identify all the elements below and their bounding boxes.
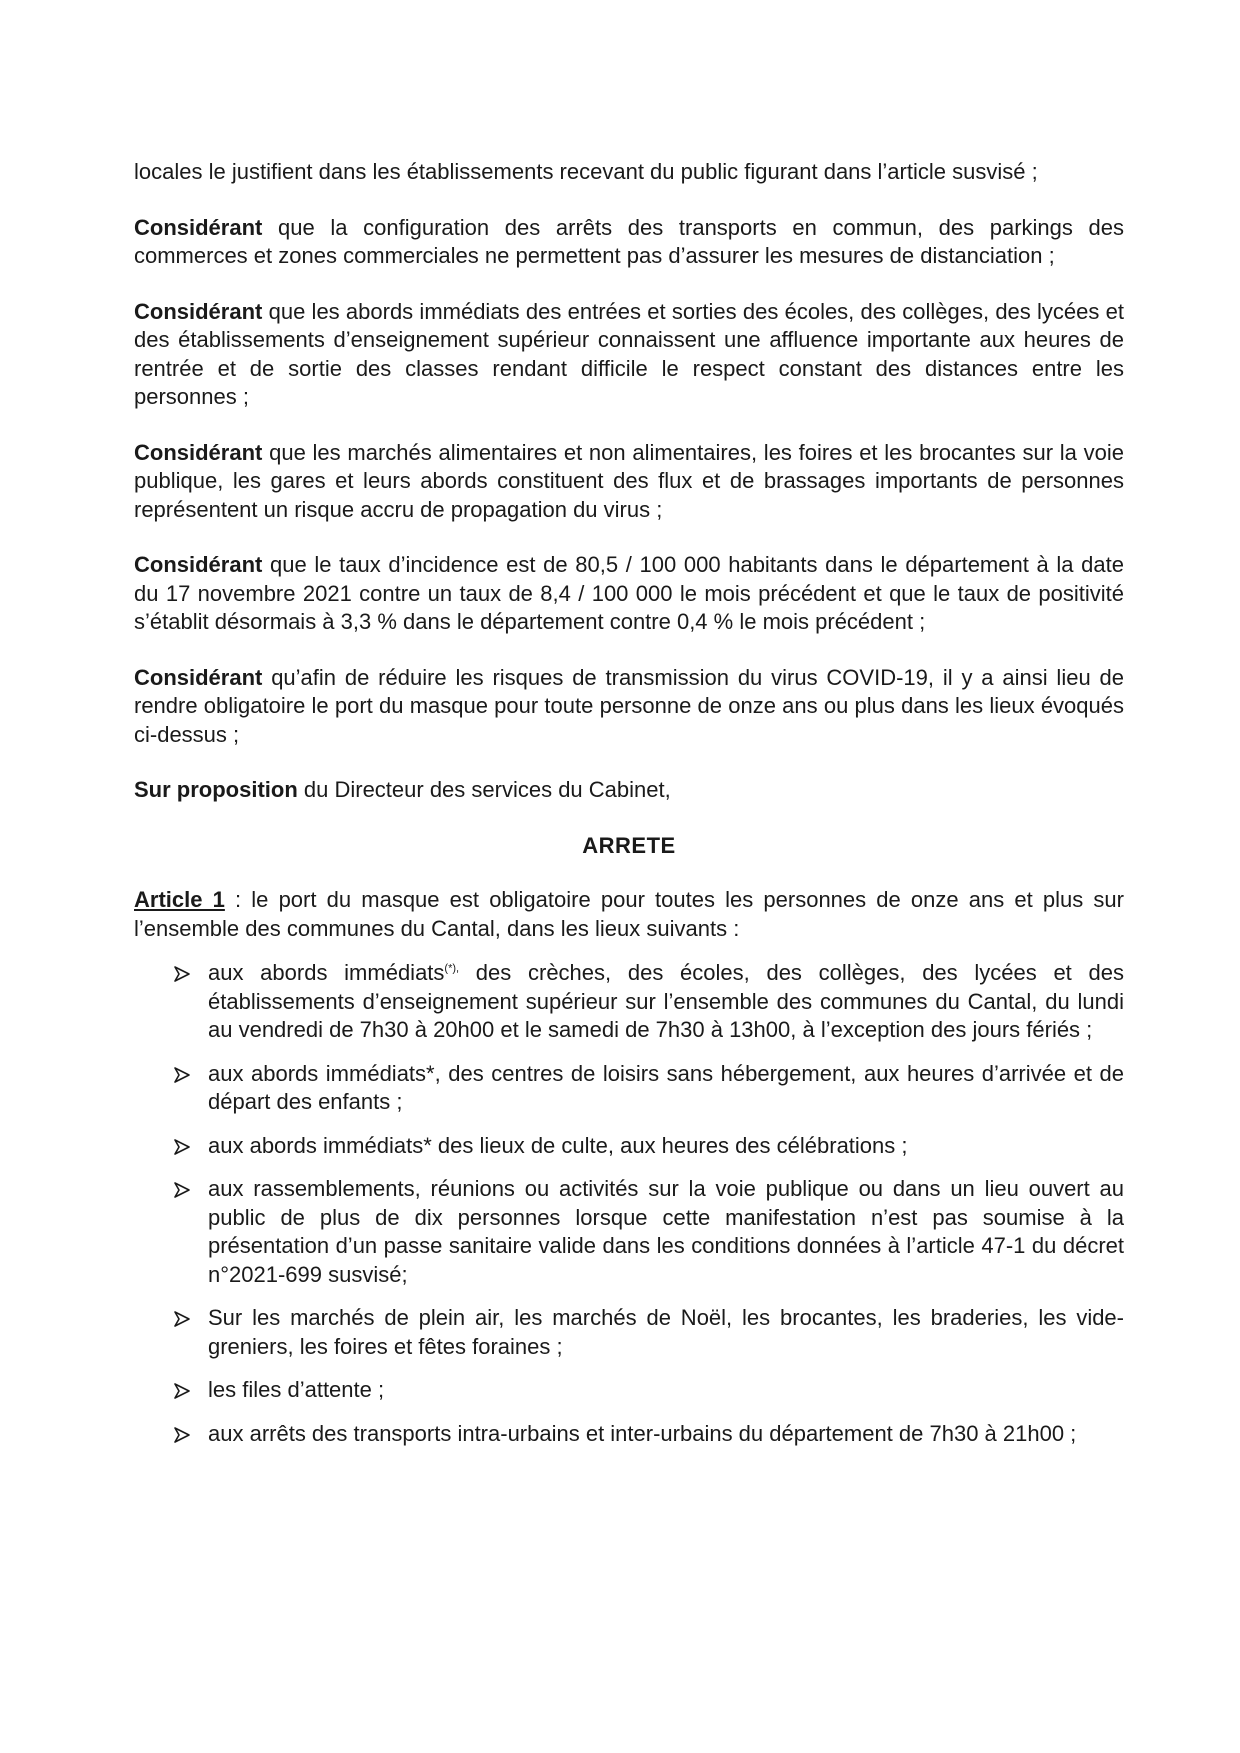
arrowhead-right-icon (173, 1382, 191, 1400)
article-1-paragraph (134, 886, 1124, 943)
arrowhead-right-icon (173, 1426, 191, 1444)
arrowhead-right-icon (173, 1310, 191, 1328)
decree-title: ARRETE (582, 832, 676, 858)
considerant-text: que les marchés alimentaires et non alimentaires, les foires et les brocantes sur la voie publique, les gares et leurs abords constituent des flux et de brassages importants de personnes représentent un risque accru de propagation du virus ; (134, 439, 1124, 522)
list-item-text: aux arrêts des transports intra-urbains et inter-urbains du département de 7h30 à 21h00 ; (208, 1420, 1077, 1446)
considerant-keyword: Considérant (134, 298, 263, 324)
considerant-text: que la configuration des arrêts des transports en commun, des parkings des commerces et zones commerciales ne permettent pas d’assurer les mesures de distanciation ; (134, 214, 1124, 268)
list-item-text: aux abords immédiats (208, 960, 445, 985)
list-item-text: Sur les marchés de plein air, les marchés de Noël, les brocantes, les braderies, les vide-greniers, les foires et fêtes foraines ; (208, 1305, 1124, 1359)
proposition-paragraph (134, 776, 1124, 805)
arrowhead-right-icon (173, 1181, 191, 1199)
considerant-keyword: Considérant (134, 439, 263, 465)
considerant-paragraph (134, 664, 1124, 750)
considerant-keyword: Considérant (134, 214, 263, 240)
proposition-text: du Directeur des services du Cabinet, (297, 777, 671, 802)
considerant-paragraph (134, 439, 1124, 525)
list-item (134, 1060, 1124, 1117)
article-1-text: : le port du masque est obligatoire pour toutes les personnes de onze ans et plus sur l’ensemble des communes du Cantal, dans les lieux suivants : (134, 887, 1124, 941)
list-item-text: aux rassemblements, réunions ou activités sur la voie publique ou dans un lieu ouvert au public de plus de dix personnes lorsque cette manifestation n’est pas soumise à la présentation d’un passe sanitaire valide dans les conditions données à l’article 47-1 du décret n°2021-699 susvisé; (208, 1176, 1124, 1287)
arrowhead-right-icon (173, 965, 191, 983)
list-item (134, 1175, 1124, 1289)
list-item (134, 1420, 1124, 1449)
considerant-paragraph (134, 214, 1124, 271)
article-1-list (134, 959, 1124, 1448)
considerant-text: qu’afin de réduire les risques de transmission du virus COVID-19, il y a ainsi lieu de rendre obligatoire le port du masque pour toute personne de onze ans ou plus dans les lieux évoqués ci-dessus ; (134, 664, 1124, 747)
considerant-text: que les abords immédiats des entrées et sorties des écoles, des collèges, des lycées et des établissements d’enseignement supérieur connaissent une affluence importante aux heures de rentrée et de sortie des classes rendant difficile le respect constant des distances entre les personnes ; (134, 298, 1124, 409)
list-item-text: les files d’attente ; (208, 1377, 385, 1402)
article-1-label: Article 1 (134, 887, 225, 912)
arrowhead-right-icon (173, 1066, 191, 1084)
list-item (134, 1132, 1124, 1161)
list-item (134, 1376, 1124, 1405)
list-item-text-continued: des crèches, des écoles, des collèges, des lycées et des établissements d’enseignement supérieur sur l’ensemble des communes du Cantal, du lundi au vendredi de 7h30 à 20h00 et le samedi de 7h30 à 13h00, à l’exception des jours fériés ; (208, 960, 1124, 1042)
considerant-keyword: Considérant (134, 664, 263, 690)
considerant-paragraph (134, 551, 1124, 637)
document-body (134, 158, 1124, 1463)
proposition-keyword: Sur proposition (134, 777, 298, 802)
considerant-text: que le taux d’incidence est de 80,5 / 100 000 habitants dans le département à la date du 17 novembre 2021 contre un taux de 8,4 / 100 000 le mois précédent et que le taux de positivité s’établit désormais à 3,3 % dans le département contre 0,4 % le mois précédent ; (134, 552, 1124, 634)
considerant-paragraph (134, 298, 1124, 412)
continuation-paragraph: locales le justifient dans les établissements recevant du public figurant dans l’article susvisé ; (134, 159, 1038, 184)
arrowhead-right-icon (173, 1138, 191, 1156)
footnote-marker: (*), (444, 962, 460, 975)
list-item-text: aux abords immédiats*, des centres de loisirs sans hébergement, aux heures d’arrivée et de départ des enfants ; (208, 1060, 1124, 1114)
considerant-keyword: Considérant (134, 552, 263, 577)
list-item-text: aux abords immédiats* des lieux de culte, aux heures des célébrations ; (208, 1132, 908, 1158)
list-item (134, 959, 1124, 1045)
list-item (134, 1304, 1124, 1361)
